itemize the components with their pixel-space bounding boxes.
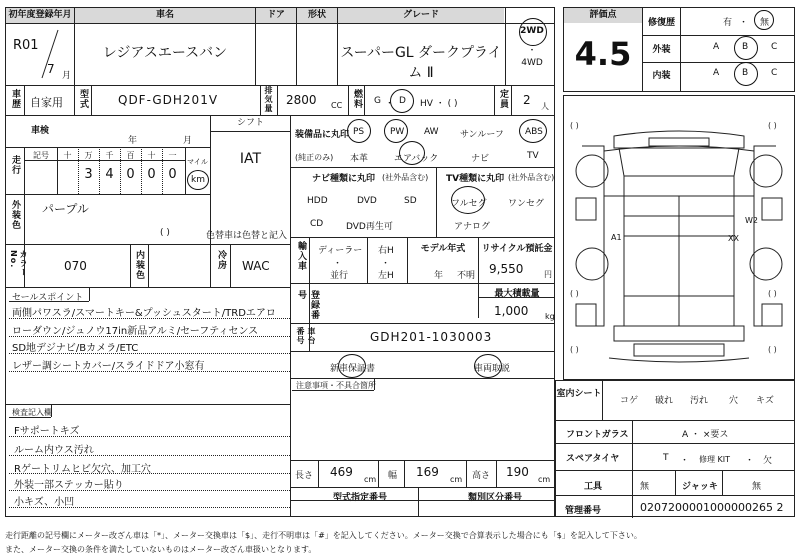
fuel-d-circle	[390, 89, 414, 113]
height-unit: cm	[538, 475, 551, 484]
navi-sd: SD	[404, 196, 417, 206]
interior-b-circle	[734, 62, 758, 86]
warranty-new-car-circle	[338, 354, 366, 378]
car-name-header: 車名	[75, 8, 255, 23]
exterior-b-circle	[734, 36, 758, 60]
displacement-unit: CC	[331, 101, 343, 110]
tv-sub: (社外品含む)	[508, 173, 555, 182]
first-reg-month-unit: 月	[62, 71, 72, 81]
repair-sep: ・	[739, 18, 749, 28]
diagram-mark-w2: W2	[745, 216, 758, 225]
footer-note-1: 走行距離の記号欄にメーター改ざん車は「*」、メーター交換車は「$」、走行不明車は「#」を記入してください。メーター交換で合算表示した場合にも「$」を記入して下さい。	[5, 531, 642, 540]
diagram-mark-xx: XX	[728, 234, 739, 243]
color-no-value: 070	[64, 259, 87, 273]
length-label: 長さ	[295, 471, 314, 481]
repair-yes: 有	[723, 18, 733, 28]
tv-fullseg: フルセグ	[451, 199, 487, 209]
mileage-digit: 0	[126, 167, 135, 182]
repair-no: 無	[760, 18, 770, 28]
footer-note-2: また、メーター交換の条件を満たしていないものはメーター改ざん車扱いとなります。	[5, 545, 317, 554]
exterior-c: C	[771, 42, 778, 52]
color-label: 外装色	[10, 200, 20, 230]
seat-item: 穴	[729, 396, 739, 406]
navi-hdd: HDD	[307, 196, 328, 206]
max-load-value: 1,000	[494, 304, 529, 318]
seat-item: 破れ	[655, 396, 674, 406]
spare-dot2: ・	[745, 456, 755, 466]
glass-label: フロントガラス	[566, 430, 629, 440]
fuel-hv: HV ・ ( )	[420, 99, 458, 109]
inspector-line: 外装一部ステッカー貼り	[14, 480, 124, 491]
max-load-label: 最大積載量	[494, 289, 540, 299]
car-name: レジアスエースバン	[102, 45, 228, 61]
mileage-unit-circle	[187, 170, 209, 190]
seat-item: コゲ	[620, 396, 639, 406]
int-color-label: 内装色	[134, 250, 144, 280]
inspector-line: ルーム内ウス汚れ	[14, 445, 94, 456]
length-unit: cm	[364, 475, 377, 484]
exterior-b: B	[742, 42, 749, 52]
capacity-unit: 人	[541, 102, 549, 111]
shift-header: シフト	[236, 118, 264, 128]
mileage-symbol-label: 記号	[33, 151, 49, 160]
recycle-value: 9,550	[489, 262, 524, 276]
fuel-d: D	[399, 96, 406, 106]
shift-value: IAT	[239, 151, 262, 167]
chassis-label: 車台番号	[296, 327, 316, 345]
jack-label: ジャッキ	[682, 482, 718, 492]
equip-airbag-circle	[399, 141, 425, 165]
door-header: ドア	[256, 8, 296, 23]
warranty-manual-circle	[474, 354, 502, 378]
width-label: 幅	[388, 471, 398, 481]
displacement-value: 2800	[286, 93, 317, 107]
interior-label: 内装	[652, 71, 671, 81]
navi-cd: CD	[310, 219, 324, 229]
sales-point-line: SD地デジナビ/Bカメラ/ETC	[12, 343, 139, 354]
height-label: 高さ	[472, 471, 491, 481]
equip-abs-circle	[519, 119, 547, 143]
model-label: 型式	[78, 89, 88, 109]
seat-item: キズ	[756, 396, 774, 406]
interior-a: A	[713, 68, 720, 78]
grade-header: グレード	[338, 8, 504, 23]
warranty-new-car: 新車保証書	[330, 364, 376, 374]
digit-header: 千	[105, 151, 114, 160]
mileage-digit: 3	[84, 167, 93, 182]
inspection-month: 月	[183, 136, 193, 146]
seat-label: 室内シート	[556, 389, 602, 399]
inspection-year: 年	[128, 136, 138, 146]
import-dealer: ディーラー	[318, 246, 363, 256]
navi-sub: (社外品含む)	[382, 173, 429, 182]
digit-header: 百	[126, 151, 135, 160]
fuel-dot: ・	[385, 99, 395, 109]
repair-label: 修復歴	[647, 18, 675, 28]
mileage-mile-label: マイル	[187, 158, 208, 166]
capacity-label: 定員	[498, 89, 508, 109]
interior-c: C	[771, 68, 778, 78]
interior-b: B	[742, 68, 749, 78]
reg-no-label: 登録番号	[296, 290, 319, 320]
usage-value: 自家用	[30, 96, 63, 109]
spare-dot1: ・	[680, 456, 690, 466]
equip-abs: ABS	[525, 127, 543, 137]
recycle-unit: 円	[544, 270, 552, 279]
equip-pw: PW	[390, 127, 405, 137]
equip-tv: TV	[527, 151, 539, 161]
sales-point-line: 両側パワスラ/スマートキー&プッシュスタート/TRDエアロ	[12, 308, 276, 319]
width-unit: cm	[450, 475, 463, 484]
mileage-unit: km	[191, 175, 205, 185]
equip-ps-circle	[347, 119, 371, 143]
category-label: 類別区分番号	[468, 493, 523, 503]
length-value: 469	[330, 465, 353, 479]
notes-label: 注意事項・不具合箇所	[296, 381, 376, 390]
mgmt-label: 管理番号	[565, 506, 602, 516]
sales-point-line: レザー調シートカバー/スライドドア小窓有	[12, 361, 205, 372]
import-parallel: 並行	[330, 271, 349, 281]
mileage-digit: 4	[105, 167, 114, 182]
import-label: 輸入車	[296, 241, 306, 271]
svg-text:( ): ( )	[768, 289, 777, 298]
tv-fullseg-circle	[451, 186, 485, 214]
digit-header: 十	[147, 151, 156, 160]
spare-none: 欠	[763, 456, 773, 466]
svg-text:( ): ( )	[570, 345, 579, 354]
equip-aw: AW	[424, 127, 439, 137]
model-year-unknown: 不明	[457, 271, 476, 281]
color-value: パープル	[42, 202, 89, 216]
diagram-mark-a1: A1	[611, 233, 622, 242]
inspector-line: 小キズ、小凹	[14, 497, 75, 508]
fuel-g: G	[374, 96, 381, 106]
color-note: 色替車は色替と記入	[206, 231, 288, 241]
svg-text:( ): ( )	[570, 289, 579, 298]
spare-label: スペアタイヤ	[566, 454, 620, 464]
handle-dot: ・	[381, 259, 391, 269]
drive-dot: ・	[527, 46, 537, 56]
digit-header: 十	[63, 151, 72, 160]
ac-value: WAC	[242, 259, 270, 273]
model-year-label: モデル年式	[420, 244, 466, 254]
recycle-label: リサイクル預託金	[481, 244, 553, 254]
drive-4wd: 4WD	[521, 58, 543, 68]
score-value: 4.5	[574, 35, 632, 73]
equip-airbag: エアバック	[394, 154, 439, 164]
equip-ps: PS	[353, 127, 365, 137]
drive-2wd: 2WD	[520, 26, 544, 36]
inspector-label: 検査記入欄	[12, 408, 52, 417]
equip-navi: ナビ	[471, 154, 490, 164]
svg-text:( ): ( )	[768, 121, 777, 130]
glass-value: A ・ ×要ス	[682, 430, 729, 440]
score-header: 評価点	[564, 8, 642, 23]
model-year-year: 年	[434, 271, 444, 281]
capacity-value: 2	[523, 93, 531, 107]
usage-label: 車歴	[10, 89, 20, 109]
first-reg-month: 7	[47, 62, 55, 76]
import-dot: ・	[333, 259, 343, 269]
handle-left: 左H	[378, 271, 394, 281]
tools-value: 無	[640, 482, 650, 492]
equip-pw-circle	[384, 119, 408, 143]
equipment-sub: (純正のみ)	[295, 153, 334, 162]
inspector-line: Rゲートリムヒビ欠穴、加工穴	[14, 464, 151, 475]
designation-label: 型式指定番号	[333, 493, 388, 503]
repair-no-circle	[754, 10, 774, 30]
digit-header: 一	[168, 151, 177, 160]
seat-item: 汚れ	[690, 396, 709, 406]
grade-value: スーパーGL ダークプライム Ⅱ	[340, 45, 502, 81]
tools-label: 工具	[584, 482, 603, 492]
height-value: 190	[506, 465, 529, 479]
ac-label: 冷房	[216, 250, 226, 270]
width-value: 169	[416, 465, 439, 479]
inspector-line: Fサポートキズ	[14, 426, 80, 437]
inspection-header: 車検	[30, 126, 49, 136]
displacement-label: 排気量	[264, 86, 273, 113]
spare-t: T	[663, 453, 669, 463]
mileage-label: 走行	[10, 155, 20, 175]
mileage-digit: 0	[168, 167, 177, 182]
fuel-label: 燃料	[352, 89, 362, 109]
chassis-value: GDH201-1030003	[370, 330, 493, 344]
sales-points-label: セールスポイント	[12, 293, 84, 303]
tv-analog: アナログ	[454, 222, 491, 232]
exterior-a: A	[713, 42, 720, 52]
mileage-digit: 0	[147, 167, 156, 182]
equip-sunroof: サンルーフ	[460, 130, 504, 140]
equip-leather: 本革	[350, 154, 369, 164]
first-reg-era-year: R01	[13, 38, 39, 53]
handle-right: 右H	[378, 246, 394, 256]
spare-repair: 修理 KIT	[699, 455, 731, 464]
svg-text:( ): ( )	[570, 121, 579, 130]
model-value: QDF-GDH201V	[118, 93, 219, 107]
digit-header: 万	[84, 151, 93, 160]
tv-oneseg: ワンセグ	[508, 199, 545, 209]
car-diagram	[564, 96, 794, 379]
navi-label: ナビ種類に丸印	[312, 174, 376, 184]
navi-dvd-play: DVD再生可	[346, 222, 393, 232]
tv-label: TV種類に丸印	[446, 174, 505, 184]
max-load-unit: kg	[545, 312, 555, 321]
exterior-label: 外装	[652, 45, 671, 55]
equipment-label: 装備品に丸印	[295, 130, 350, 140]
sales-point-line: ローダウン/ジュノウ17in新品アルミ/セーフティセンス	[12, 326, 259, 337]
svg-text:( ): ( )	[768, 345, 777, 354]
mgmt-value: 0207200001000000265 2	[640, 501, 784, 514]
drive-2wd-circle	[519, 18, 547, 46]
color-paren: ( )	[160, 228, 170, 238]
warranty-manual: 車両取説	[474, 364, 511, 374]
color-no-label: カラーNo.	[9, 250, 28, 277]
shape-header: 形状	[297, 8, 337, 23]
jack-value: 無	[752, 482, 762, 492]
first-reg-header: 初年度登録年月	[6, 8, 74, 23]
navi-dvd: DVD	[357, 196, 377, 206]
